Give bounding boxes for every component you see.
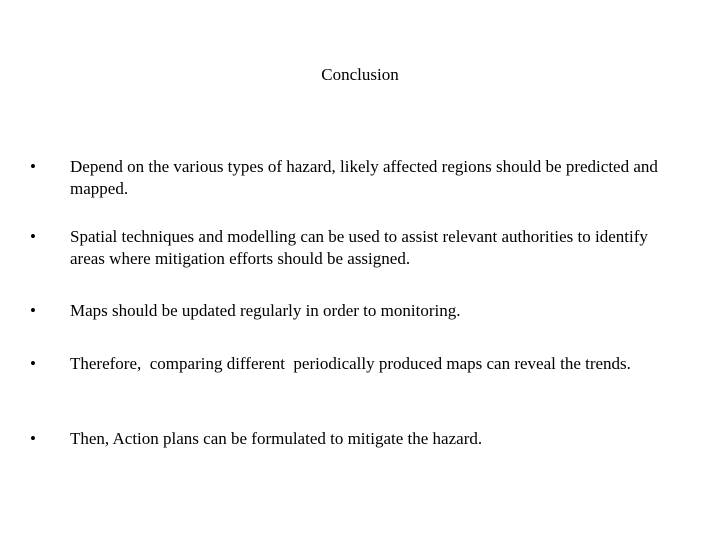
bullet-icon: • [30,227,36,246]
bullet-icon: • [30,429,36,448]
slide-title: Conclusion [321,65,399,84]
bullet-item [30,428,680,450]
bullet-icon: • [30,354,36,373]
bullet-text: Therefore, comparing different periodically produced maps can reveal the trends. [70,354,631,373]
bullet-icon: • [30,301,36,320]
bullet-text: Then, Action plans can be formulated to mitigate the hazard. [70,429,483,448]
bullet-item [30,226,680,270]
bullet-item [30,300,680,322]
bullet-icon: • [30,157,36,176]
bullet-text: Maps should be updated regularly in order to monitoring. [70,301,461,320]
bullet-text: Spatial techniques and modelling can be used to assist relevant authorities to identify areas where mitigation efforts should be assigned. [70,227,648,268]
bullet-item [30,353,680,375]
bullet-text: Depend on the various types of hazard, likely affected regions should be predicted and mapped. [70,157,658,198]
bullet-item [30,156,680,200]
